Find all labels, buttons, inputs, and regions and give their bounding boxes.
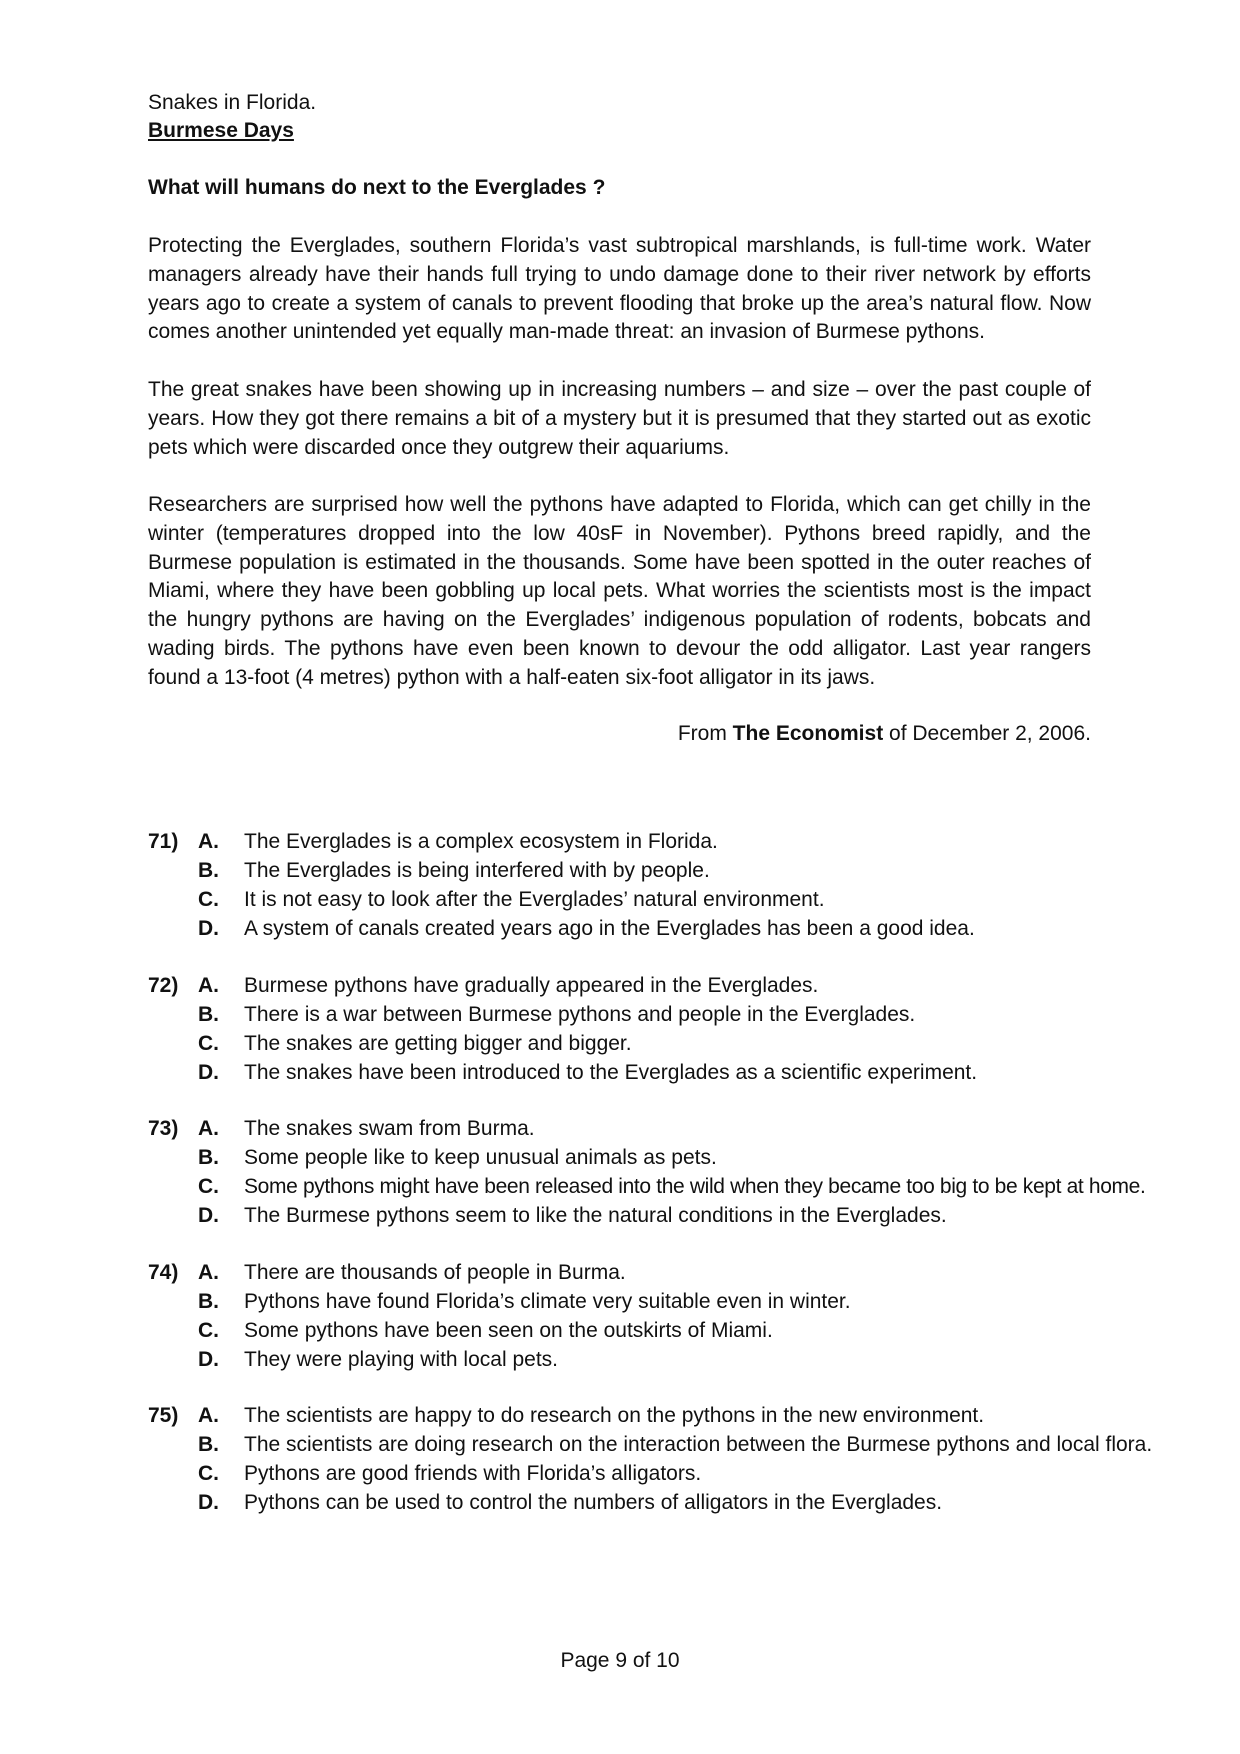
- subject-line: Snakes in Florida.: [148, 91, 317, 114]
- option-text: The Burmese pythons seem to like the natural conditions in the Everglades.: [244, 1204, 947, 1227]
- option-text: Pythons have found Florida’s climate very suitable even in winter.: [244, 1290, 851, 1313]
- option-letter: D.: [198, 1061, 219, 1084]
- option-text: Pythons are good friends with Florida’s alligators.: [244, 1462, 702, 1485]
- option-text: Pythons can be used to control the numbers of alligators in the Everglades.: [244, 1491, 943, 1514]
- option-text: The snakes swam from Burma.: [244, 1117, 535, 1140]
- article-paragraph-2: The great snakes have been showing up in increasing numbers – and size – over the past couple of years. How they got there remains a bit of a mystery but it is presumed that they started out as exotic pets which were discarded once they outgrew their aquariums.: [148, 378, 1091, 459]
- article-title: Burmese Days: [148, 119, 294, 142]
- source-publication: The Economist: [732, 722, 884, 745]
- option-text: There is a war between Burmese pythons and people in the Everglades.: [244, 1003, 916, 1026]
- option-letter: B.: [198, 1146, 219, 1169]
- question-number: 74): [148, 1261, 179, 1284]
- option-letter: D.: [198, 1204, 219, 1227]
- option-letter: D.: [198, 1491, 219, 1514]
- question-number: 71): [148, 830, 179, 853]
- option-letter: B.: [198, 859, 219, 882]
- source-suffix: of December 2, 2006.: [883, 722, 1091, 745]
- option-letter: A.: [198, 974, 219, 997]
- option-text: The Everglades is being interfered with by people.: [244, 859, 710, 882]
- option-letter: C.: [198, 888, 219, 911]
- option-letter: C.: [198, 1319, 219, 1342]
- option-text: Some pythons might have been released into the wild when they became too big to be kept at home.: [244, 1175, 1146, 1198]
- guiding-question: What will humans do next to the Everglades ?: [148, 176, 606, 199]
- question-number: 72): [148, 974, 179, 997]
- option-letter: C.: [198, 1175, 219, 1198]
- option-letter: B.: [198, 1290, 219, 1313]
- article-paragraph-3: Researchers are surprised how well the pythons have adapted to Florida, which can get chilly in the winter (temperatures dropped into the low 40sF in November). Pythons breed rapidly, and the Burmese population is estimated in the thousands. Some have been spotted in the outer reaches of Miami, where they have been gobbling up local pets. What worries the scientists most is the impact the hungry pythons are having on the Everglades’ indigenous population of rodents, bobcats and wading birds. The pythons have even been known to devour the odd alligator. Last year rangers found a 13-foot (4 metres) python with a half-eaten six-foot alligator in its jaws.: [148, 493, 1091, 689]
- option-text: The snakes are getting bigger and bigger.: [244, 1032, 632, 1055]
- option-letter: A.: [198, 1117, 219, 1140]
- option-letter: C.: [198, 1032, 219, 1055]
- option-letter: A.: [198, 1261, 219, 1284]
- article-paragraph-1: Protecting the Everglades, southern Florida’s vast subtropical marshlands, is full-time work. Water managers already have their hands full trying to undo damage done to their river network by efforts years ago to create a system of canals to prevent flooding that broke up the area’s natural flow. Now comes another unintended yet equally man-made threat: an invasion of Burmese pythons.: [148, 234, 1091, 344]
- option-text: They were playing with local pets.: [244, 1348, 558, 1371]
- option-letter: A.: [198, 830, 219, 853]
- option-text: The scientists are doing research on the interaction between the Burmese pythons and local flora.: [244, 1433, 1153, 1456]
- question-number: 73): [148, 1117, 179, 1140]
- source-prefix: From: [677, 722, 733, 745]
- option-letter: C.: [198, 1462, 219, 1485]
- question-number: 75): [148, 1404, 179, 1427]
- option-text: Some people like to keep unusual animals as pets.: [244, 1146, 717, 1169]
- article-source: [678, 720, 1091, 749]
- option-letter: D.: [198, 1348, 219, 1371]
- option-letter: B.: [198, 1003, 219, 1026]
- option-letter: B.: [198, 1433, 219, 1456]
- option-text: The snakes have been introduced to the Everglades as a scientific experiment.: [244, 1061, 978, 1084]
- option-text: Burmese pythons have gradually appeared in the Everglades.: [244, 974, 819, 997]
- option-letter: A.: [198, 1404, 219, 1427]
- option-text: The Everglades is a complex ecosystem in Florida.: [244, 830, 718, 853]
- page-number: Page 9 of 10: [560, 1649, 680, 1672]
- option-text: A system of canals created years ago in the Everglades has been a good idea.: [244, 917, 975, 940]
- option-letter: D.: [198, 917, 219, 940]
- option-text: Some pythons have been seen on the outskirts of Miami.: [244, 1319, 773, 1342]
- option-text: It is not easy to look after the Everglades’ natural environment.: [244, 888, 825, 911]
- option-text: There are thousands of people in Burma.: [244, 1261, 626, 1284]
- option-text: The scientists are happy to do research on the pythons in the new environment.: [244, 1404, 985, 1427]
